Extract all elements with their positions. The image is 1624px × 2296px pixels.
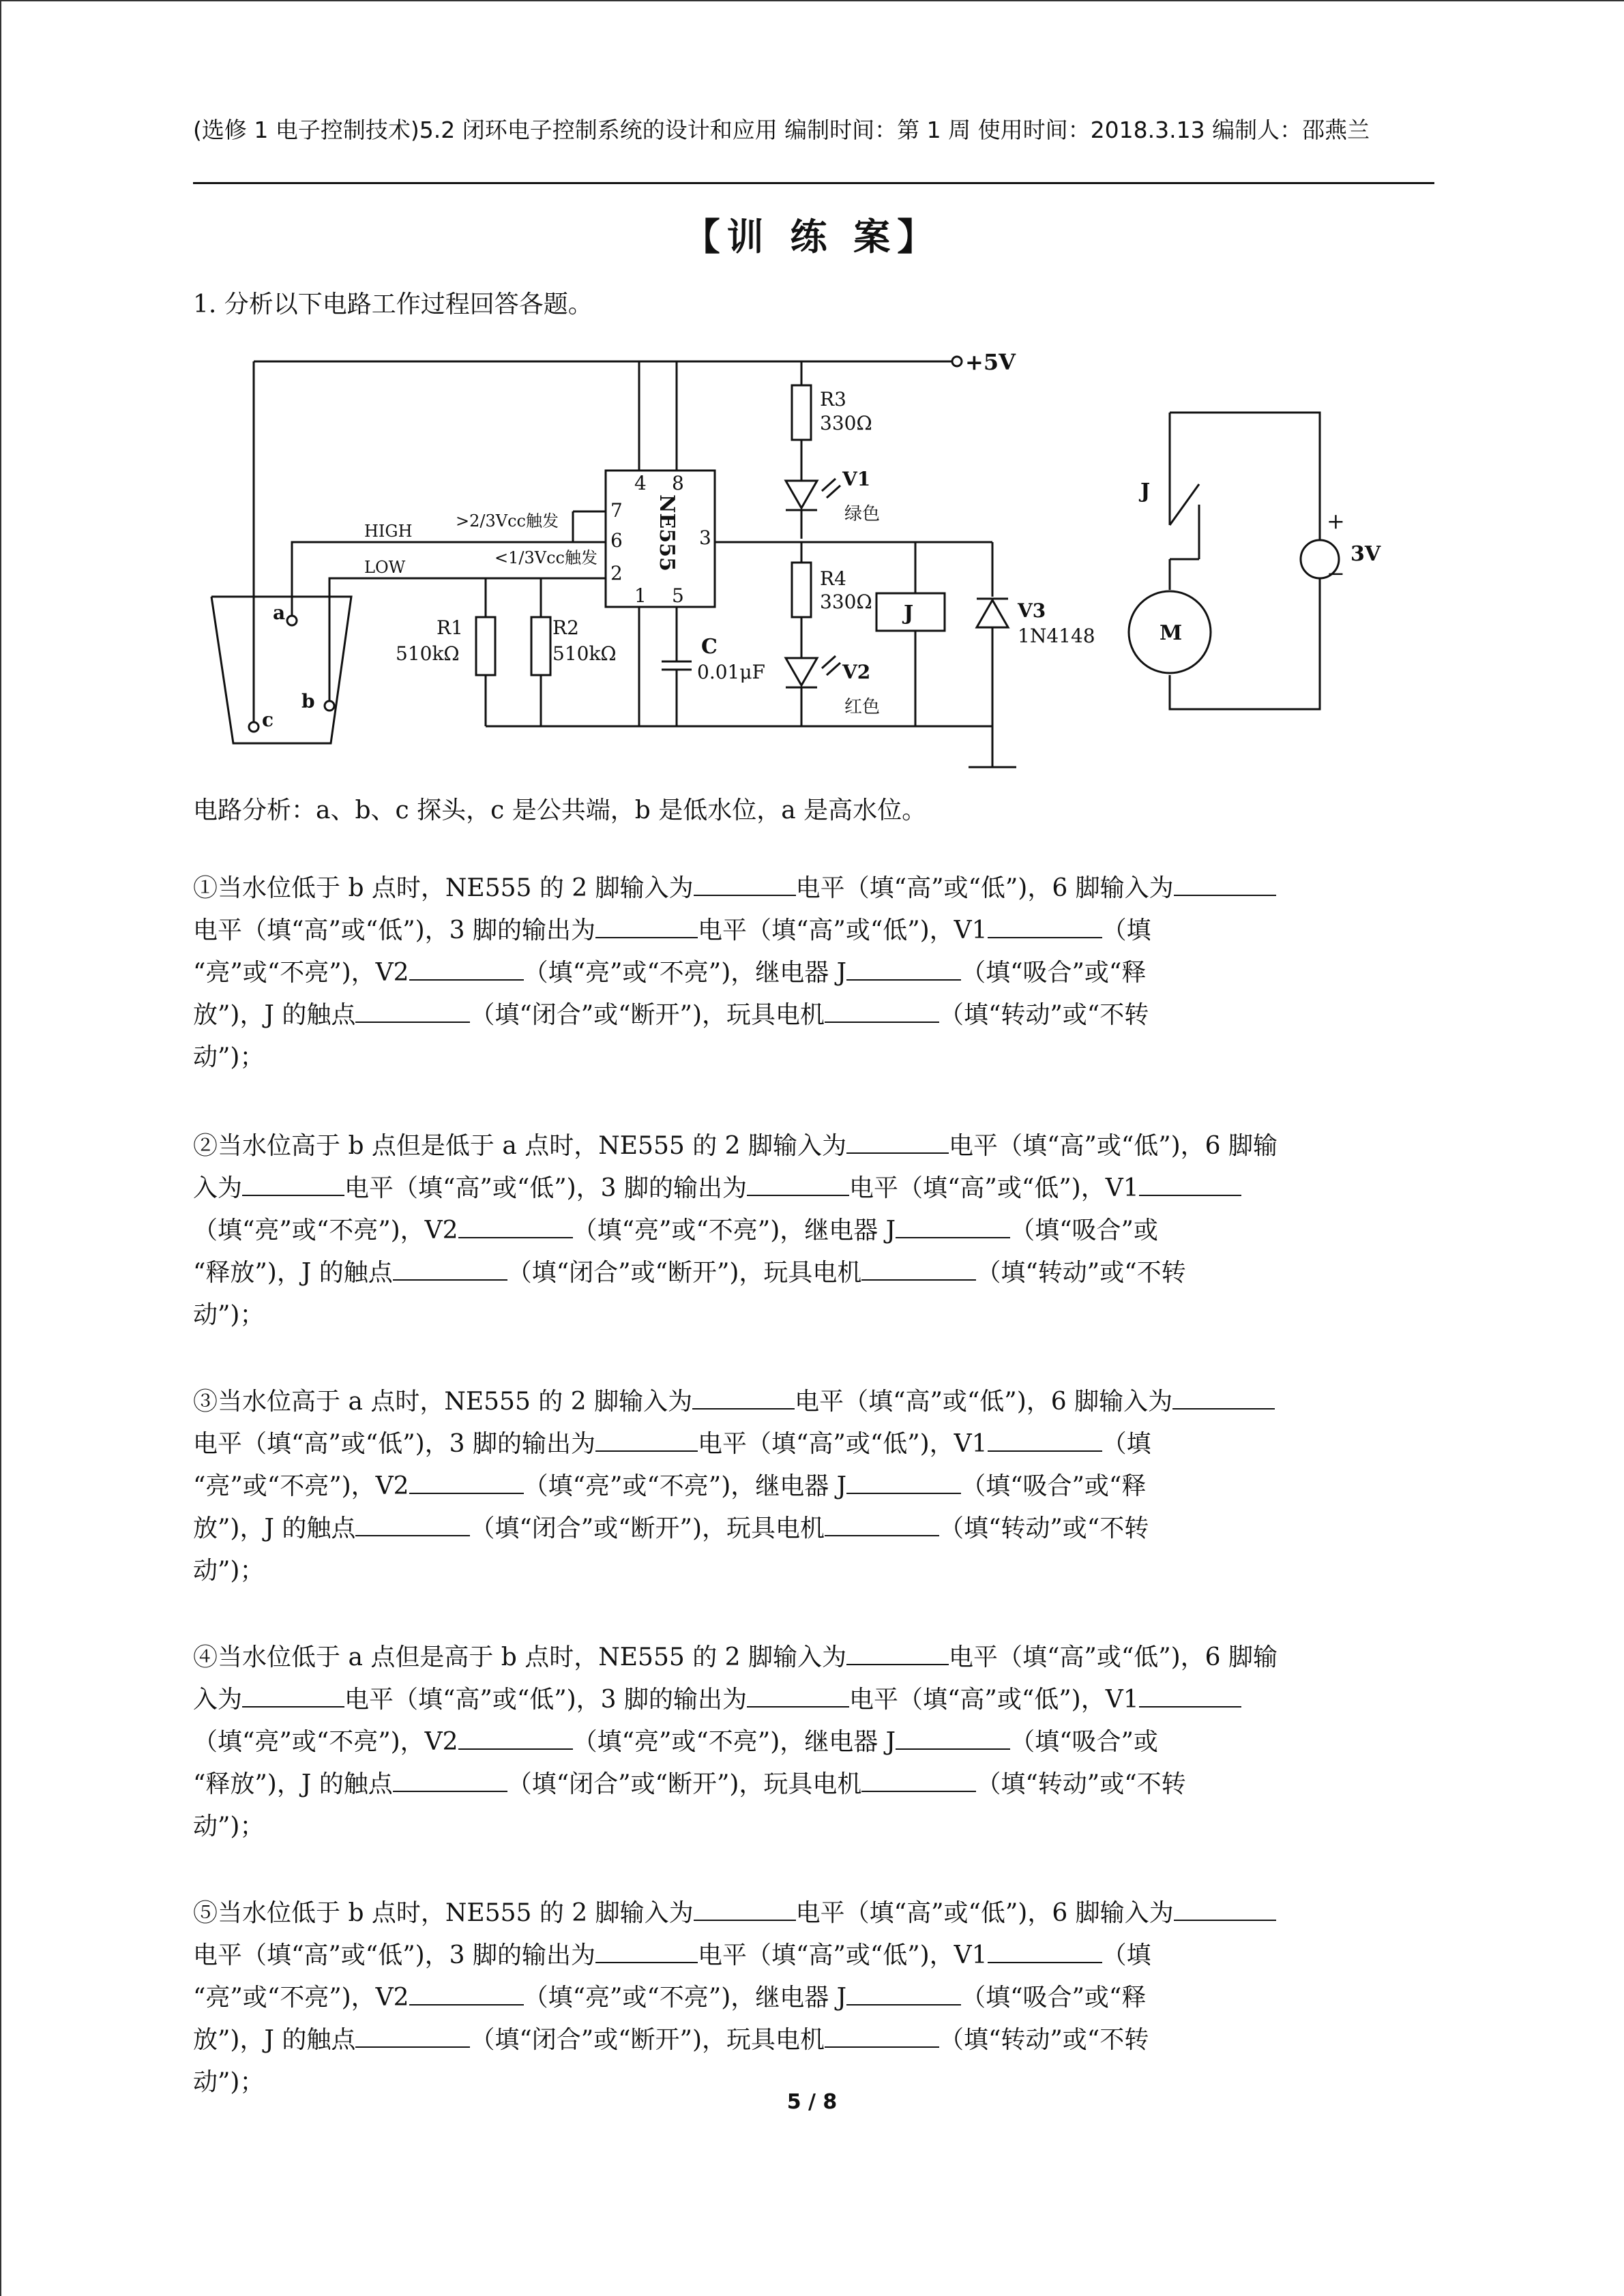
answer-blank [825, 1022, 939, 1023]
q1-text: 动”)； [193, 1043, 265, 1071]
answer-blank [846, 1493, 961, 1494]
q1-text: 放”)，J 的触点 [193, 1001, 356, 1029]
high-label: HIGH [364, 522, 413, 541]
answer-blank [747, 1706, 849, 1708]
q3-text: （填“转动”或“不转 [939, 1515, 1149, 1542]
q3-text: 电平（填“高”或“低”)，3 脚的输出为 [193, 1430, 596, 1458]
r1-label: R1 [437, 616, 463, 639]
q5-text: 电平（填“高”或“低”)，V1 [698, 1941, 988, 1969]
page-header: (选修 1 电子控制技术)5.2 闭环电子控制系统的设计和应用 编制时间：第 1 周 使用时间：2018.3.13 编制人：邵燕兰 [193, 117, 1370, 143]
v1-label: V1 [842, 468, 871, 490]
q4-text: “释放”)，J 的触点 [193, 1770, 393, 1798]
answer-blank [846, 2004, 961, 2006]
probe-a-label: a [273, 601, 286, 624]
battery-plus: + [1327, 508, 1345, 534]
answer-blank [861, 1279, 976, 1281]
q2-text: （填“闭合”或“断开”)，玩具电机 [507, 1259, 862, 1287]
q4-text: （填“转动”或“不转 [976, 1770, 1186, 1798]
answer-blank [242, 1195, 344, 1196]
q5-text: （填“转动”或“不转 [939, 2026, 1149, 2054]
answer-blank [1139, 1195, 1241, 1196]
answer-blank [595, 1962, 698, 1963]
q1-text: 电平（填“高”或“低”)，3 脚的输出为 [193, 916, 596, 944]
probe-b-label: b [301, 690, 315, 713]
capacitor-label: C [701, 635, 718, 659]
answer-blank [825, 2046, 939, 2048]
resistor-r3 [792, 385, 811, 440]
q4-text: （填“亮”或“不亮”)，继电器 J [572, 1728, 896, 1756]
q4-text: （填“吸合”或 [1010, 1728, 1158, 1756]
answer-blank [846, 1152, 949, 1154]
question-block-1 [193, 867, 1434, 1079]
q2-text: “释放”)，J 的触点 [193, 1259, 393, 1287]
q3-text: （填“亮”或“不亮”)，继电器 J [523, 1472, 847, 1500]
trigger-low-label: <1/3Vcc触发 [494, 548, 597, 567]
battery-label: 3V [1350, 542, 1381, 566]
q5-text: （填“吸合”或“释 [961, 1984, 1147, 2012]
q1-text: ①当水位低于 b 点时，NE555 的 2 脚输入为 [193, 874, 694, 902]
pin-2: 2 [610, 562, 623, 584]
answer-blank [694, 895, 796, 896]
trigger-high-label: >2/3Vcc触发 [456, 511, 559, 531]
r3-value: 330Ω [820, 412, 872, 434]
circuit-diagram [191, 334, 1419, 784]
answer-blank [988, 1450, 1102, 1452]
pin-6: 6 [610, 529, 623, 552]
r2-label: R2 [552, 616, 579, 639]
q3-text: （填 [1102, 1430, 1151, 1458]
q5-text: 放”)，J 的触点 [193, 2026, 356, 2054]
pin-5: 5 [672, 584, 684, 607]
resistor-r4 [792, 563, 811, 617]
q1-text: “亮”或“不亮”)，V2 [193, 959, 409, 987]
question-block-2 [193, 1125, 1434, 1337]
q2-text: ②当水位高于 b 点但是低于 a 点时，NE555 的 2 脚输入为 [193, 1132, 847, 1160]
q5-text: 电平（填“高”或“低”)，6 脚输入为 [795, 1899, 1174, 1927]
q5-text: （填“闭合”或“断开”)，玩具电机 [470, 2026, 825, 2054]
answer-blank [896, 1748, 1010, 1750]
q3-text: （填“吸合”或“释 [961, 1472, 1147, 1500]
q1-text: （填“转动”或“不转 [939, 1001, 1149, 1029]
q4-text: （填“亮”或“不亮”)，V2 [193, 1728, 458, 1756]
q4-text: 入为 [193, 1686, 243, 1714]
pin-8: 8 [672, 472, 684, 494]
v3-label: V3 [1018, 599, 1046, 622]
q3-text: （填“闭合”或“断开”)，玩具电机 [470, 1515, 825, 1542]
v3-value: 1N4148 [1018, 625, 1095, 647]
q5-text: （填 [1102, 1941, 1151, 1969]
answer-blank [846, 1664, 949, 1665]
answer-blank [1172, 1408, 1275, 1410]
answer-blank [1139, 1706, 1241, 1708]
motor-label: M [1160, 621, 1183, 645]
relay-label: J [904, 601, 914, 625]
q2-text: 电平（填“高”或“低”)，6 脚输 [949, 1132, 1278, 1160]
q3-text: “亮”或“不亮”)，V2 [193, 1472, 409, 1500]
answer-blank [988, 1962, 1102, 1963]
q2-text: （填“吸合”或 [1010, 1217, 1158, 1244]
capacitor-value: 0.01μF [697, 661, 765, 683]
q3-text: 电平（填“高”或“低”)，6 脚输入为 [795, 1388, 1173, 1416]
q2-text: 电平（填“高”或“低”)，V1 [849, 1174, 1139, 1202]
battery-minus: − [1327, 561, 1345, 586]
resistor-r1 [476, 617, 495, 675]
answer-blank [1174, 895, 1276, 896]
question-block-3 [193, 1381, 1434, 1592]
q1-text: （填 [1102, 916, 1151, 944]
q2-text: 动”)； [193, 1301, 265, 1329]
q3-text: 放”)，J 的触点 [193, 1515, 356, 1542]
probe-c-label: c [262, 709, 274, 731]
pin-4: 4 [634, 472, 647, 494]
q2-text: （填“转动”或“不转 [976, 1259, 1186, 1287]
answer-blank [694, 1920, 796, 1921]
answer-blank [595, 937, 698, 938]
pin-7: 7 [610, 499, 623, 522]
page-number: 5 / 8 [786, 2090, 838, 2114]
r2-value: 510kΩ [552, 642, 617, 665]
answer-blank [393, 1791, 507, 1792]
supply-label: +5V [965, 349, 1016, 375]
answer-blank [747, 1195, 849, 1196]
chip-label: NE555 [655, 494, 679, 571]
q1-text: 电平（填“高”或“低”)，6 脚输入为 [795, 874, 1174, 902]
q3-text: ③当水位高于 a 点时，NE555 的 2 脚输入为 [193, 1388, 693, 1416]
q2-text: 入为 [193, 1174, 243, 1202]
answer-blank [988, 937, 1102, 938]
q3-text: 电平（填“高”或“低”)，V1 [698, 1430, 988, 1458]
answer-blank [825, 1535, 939, 1536]
answer-blank [861, 1791, 976, 1792]
answer-blank [409, 2004, 524, 2006]
switch-label: J [1140, 479, 1151, 503]
q4-text: 动”)； [193, 1813, 265, 1840]
q1-text: （填“吸合”或“释 [961, 959, 1147, 987]
q1-text: （填“闭合”或“断开”)，玩具电机 [470, 1001, 825, 1029]
answer-blank [896, 1237, 1010, 1238]
q4-text: 电平（填“高”或“低”)，V1 [849, 1686, 1139, 1714]
q4-text: ④当水位低于 a 点但是高于 b 点时，NE555 的 2 脚输入为 [193, 1643, 847, 1671]
q1-text: 电平（填“高”或“低”)，V1 [698, 916, 988, 944]
q2-text: （填“亮”或“不亮”)，V2 [193, 1217, 458, 1244]
q4-text: 电平（填“高”或“低”)，3 脚的输出为 [344, 1686, 748, 1714]
pin-3: 3 [699, 526, 711, 549]
q3-text: 动”)； [193, 1557, 265, 1585]
pin-1: 1 [634, 584, 647, 607]
page-border-top [0, 0, 1624, 1]
q5-text: ⑤当水位低于 b 点时，NE555 的 2 脚输入为 [193, 1899, 694, 1927]
q5-text: （填“亮”或“不亮”)，继电器 J [523, 1984, 847, 2012]
low-label: LOW [364, 558, 406, 577]
answer-blank [409, 1493, 524, 1494]
r4-value: 330Ω [820, 591, 872, 613]
answer-blank [355, 1535, 470, 1536]
led-v1 [786, 481, 817, 508]
page-border-left [0, 0, 1, 2296]
resistor-r2 [531, 617, 550, 675]
answer-blank [458, 1748, 573, 1750]
diode-v3 [977, 600, 1008, 627]
v2-color: 红色 [844, 697, 881, 717]
q2-text: （填“亮”或“不亮”)，继电器 J [572, 1217, 896, 1244]
answer-blank [393, 1279, 507, 1281]
q1-text: （填“亮”或“不亮”)，继电器 J [523, 959, 847, 987]
q4-text: 电平（填“高”或“低”)，6 脚输 [949, 1643, 1278, 1671]
answer-blank [692, 1408, 795, 1410]
led-v2 [786, 658, 817, 685]
page-title: 【训 练 案】 [683, 215, 941, 258]
answer-blank [242, 1706, 344, 1708]
answer-blank [409, 979, 524, 981]
r3-label: R3 [820, 388, 846, 411]
q5-text: “亮”或“不亮”)，V2 [193, 1984, 409, 2012]
question-block-5 [193, 1892, 1434, 2104]
question-block-4 [193, 1637, 1434, 1848]
header-rule [193, 182, 1434, 184]
q5-text: 动”)； [193, 2068, 265, 2096]
r4-label: R4 [820, 567, 846, 590]
answer-blank [458, 1237, 573, 1238]
v1-color: 绿色 [844, 504, 881, 524]
q4-text: （填“闭合”或“断开”)，玩具电机 [507, 1770, 862, 1798]
question-1-prompt: 1. 分析以下电路工作过程回答各题。 [193, 290, 593, 318]
q2-text: 电平（填“高”或“低”)，3 脚的输出为 [344, 1174, 748, 1202]
q5-text: 电平（填“高”或“低”)，3 脚的输出为 [193, 1941, 596, 1969]
answer-blank [595, 1450, 698, 1452]
answer-blank [355, 1022, 470, 1023]
circuit-analysis: 电路分析：a、b、c 探头，c 是公共端，b 是低水位，a 是高水位。 [193, 796, 927, 824]
r1-value: 510kΩ [396, 642, 460, 665]
v2-label: V2 [842, 661, 871, 683]
answer-blank [1174, 1920, 1276, 1921]
answer-blank [846, 979, 961, 981]
answer-blank [355, 2046, 470, 2048]
